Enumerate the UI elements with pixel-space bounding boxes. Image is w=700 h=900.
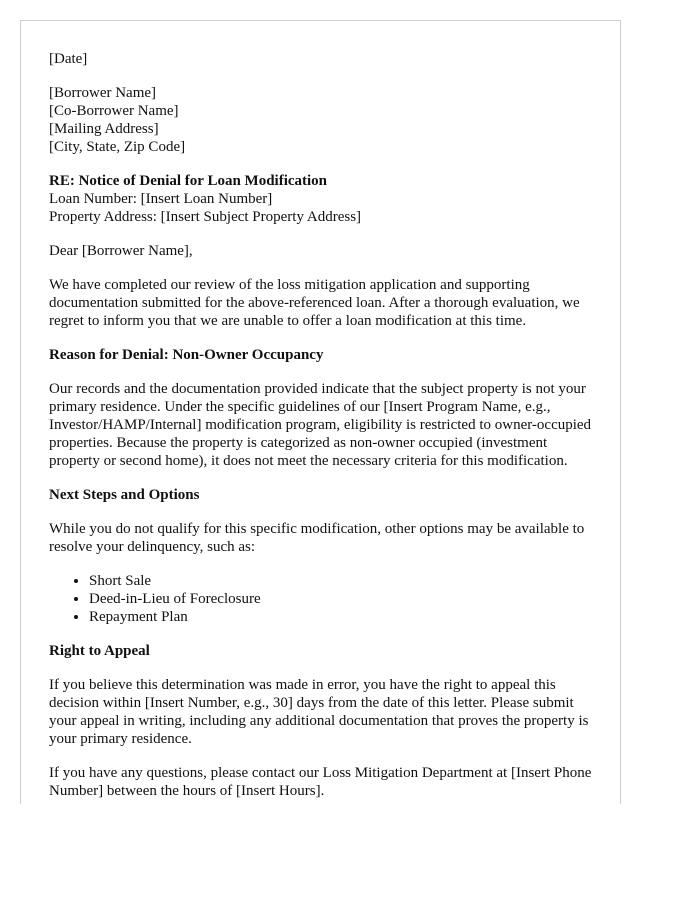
- options-list: [49, 572, 592, 626]
- borrower-name: [Borrower Name]: [49, 85, 157, 101]
- denial-reason-paragraph: Our records and the documentation provided indicate that the subject property is not your primary residence. Under the specific guidelines of our [Insert Program Name, e.g., Investor/HAMP/Internal] modification program, eligibility is restricted to owner-occupied properties. Because the property is categorized as non-owner occupied (investment property or second home), it does not meet the necessary criteria for this modification.: [49, 381, 592, 469]
- co-borrower-name: [Co-Borrower Name]: [49, 103, 179, 119]
- appeal-paragraph: If you believe this determination was made in error, you have the right to appeal this decision within [Insert Number, e.g., 30] days from the date of this letter. Please submit your appeal in writing, including any additional documentation that proves the property is your primary residence.: [49, 677, 589, 747]
- city-state-zip: [City, State, Zip Code]: [49, 139, 186, 155]
- letter-date: [Date]: [49, 51, 88, 67]
- next-steps-paragraph: While you do not qualify for this specific modification, other options may be available to resolve your delinquency, such as:: [49, 521, 585, 555]
- denial-reason-heading: Reason for Denial: Non-Owner Occupancy: [49, 347, 324, 363]
- property-address: Property Address: [Insert Subject Property Address]: [49, 209, 362, 225]
- subject-line: RE: Notice of Denial for Loan Modification: [49, 173, 328, 189]
- letter-page: [20, 20, 621, 804]
- contact-paragraph: If you have any questions, please contact our Loss Mitigation Department at [Insert Phone Number] between the hours of [Insert Hours].: [49, 765, 592, 799]
- mailing-address: [Mailing Address]: [49, 121, 159, 137]
- list-item: • Deed-in-Lieu of Foreclosure: [89, 590, 592, 608]
- intro-paragraph: We have completed our review of the loss mitigation application and supporting documentation submitted for the above-referenced loan. After a thorough evaluation, we regret to inform you that we are unable to offer a loan modification at this time.: [49, 277, 580, 329]
- salutation: Dear [Borrower Name],: [49, 243, 193, 259]
- list-item: • Repayment Plan: [89, 608, 592, 626]
- reference-block: [49, 172, 592, 226]
- list-item: • Short Sale: [89, 572, 592, 590]
- appeal-heading: Right to Appeal: [49, 643, 150, 659]
- recipient-block: [49, 84, 592, 156]
- loan-number: Loan Number: [Insert Loan Number]: [49, 191, 273, 207]
- next-steps-heading: Next Steps and Options: [49, 487, 200, 503]
